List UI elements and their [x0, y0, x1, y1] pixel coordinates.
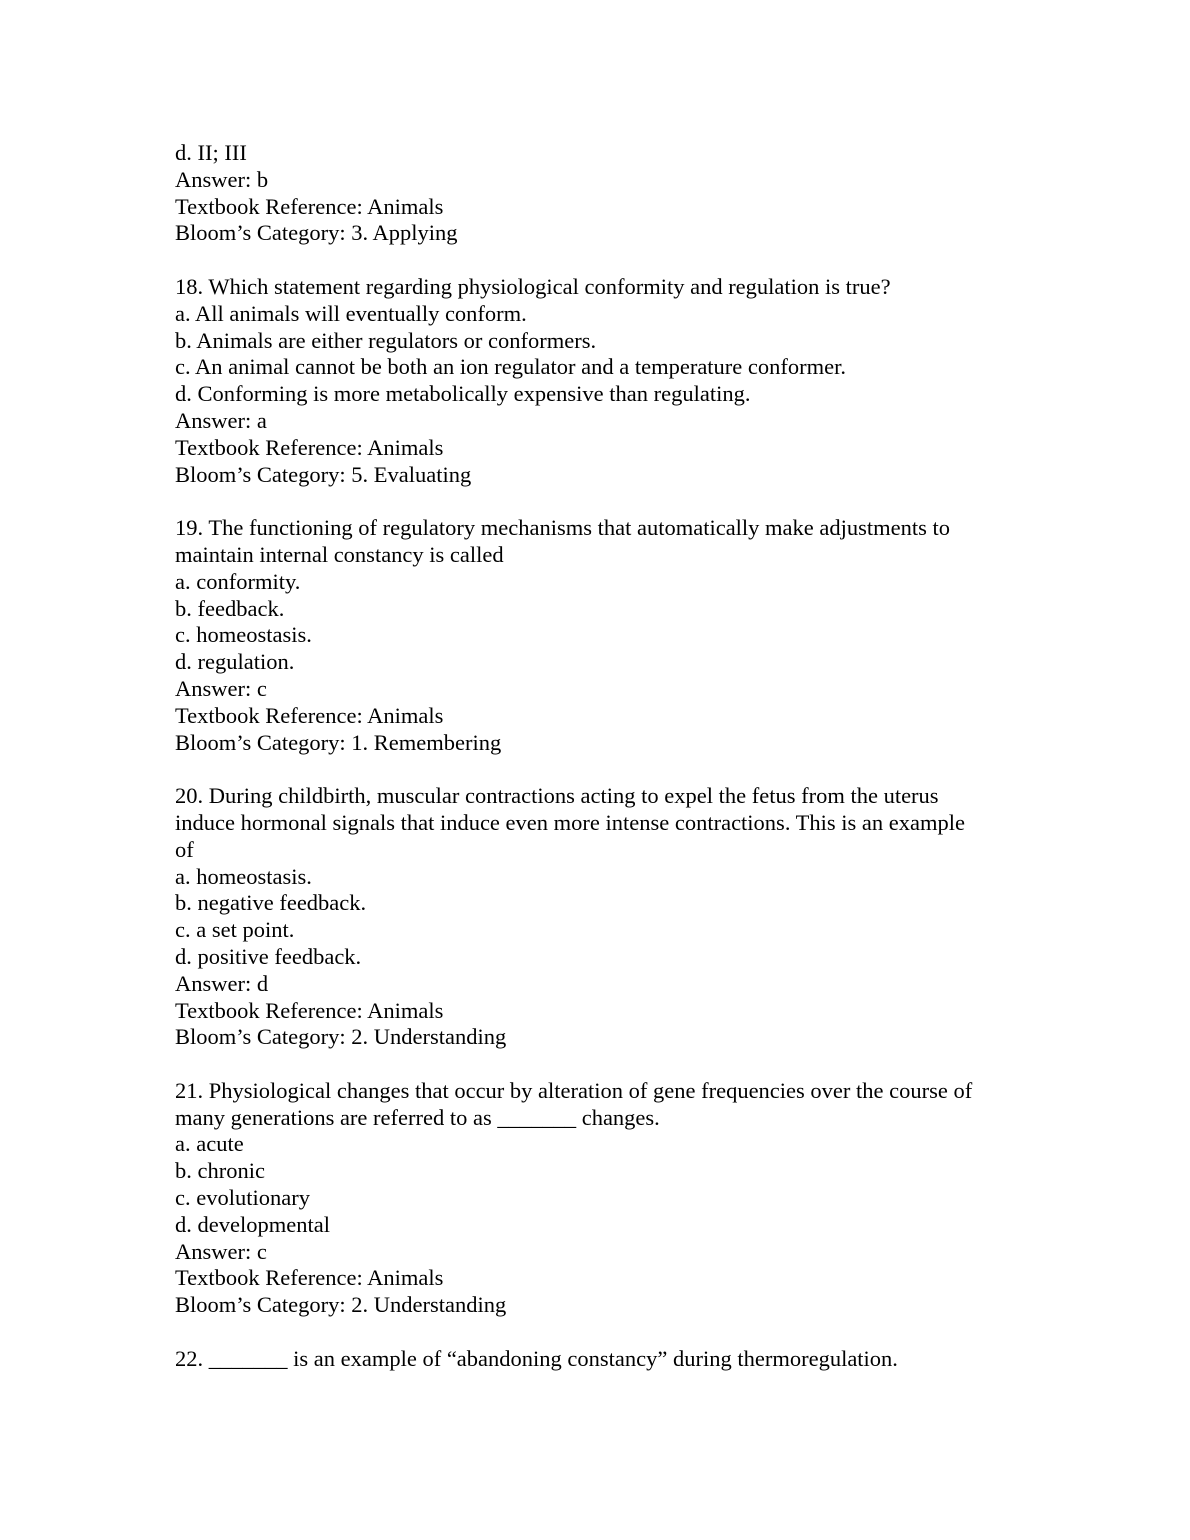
blooms-category: Bloom’s Category: 5. Evaluating — [175, 461, 472, 487]
option-d: d. regulation. — [175, 649, 295, 675]
question-19 — [175, 515, 1025, 756]
document-page — [175, 140, 1025, 1373]
question-stem-line-2: many generations are referred to as _______ changes. — [175, 1104, 660, 1130]
question-stem: 22. _______ is an example of “abandoning constancy” during thermoregulation. — [175, 1345, 898, 1371]
textbook-reference: Textbook Reference: Animals — [175, 997, 444, 1023]
question-22 — [175, 1346, 1025, 1373]
option-d: d. positive feedback. — [175, 943, 362, 969]
blooms-category: Bloom’s Category: 1. Remembering — [175, 729, 502, 755]
textbook-reference: Textbook Reference: Animals — [175, 193, 444, 219]
question-18 — [175, 274, 1025, 488]
blooms-category: Bloom’s Category: 3. Applying — [175, 220, 458, 246]
question-stem: 18. Which statement regarding physiological conformity and regulation is true? — [175, 273, 891, 299]
option-d: d. Conforming is more metabolically expensive than regulating. — [175, 381, 751, 407]
question-stem-line-1: 21. Physiological changes that occur by alteration of gene frequencies over the course of — [175, 1077, 973, 1103]
answer: Answer: c — [175, 1238, 267, 1264]
question-stem-line-1: 20. During childbirth, muscular contractions acting to expel the fetus from the uterus — [175, 783, 939, 809]
blooms-category: Bloom’s Category: 2. Understanding — [175, 1292, 507, 1318]
question-stem-line-3: of — [175, 836, 194, 862]
option-d: d. developmental — [175, 1211, 330, 1237]
question-stem-line-1: 19. The functioning of regulatory mechanisms that automatically make adjustments to — [175, 515, 951, 541]
option-a: a. homeostasis. — [175, 863, 312, 889]
question-stem-line-2: maintain internal constancy is called — [175, 541, 504, 567]
question-stem-line-2: induce hormonal signals that induce even more intense contractions. This is an example — [175, 809, 965, 835]
answer: Answer: b — [175, 166, 269, 192]
textbook-reference: Textbook Reference: Animals — [175, 1265, 444, 1291]
option-c: c. a set point. — [175, 917, 295, 943]
option-b: b. chronic — [175, 1158, 265, 1184]
option-c: c. An animal cannot be both an ion regulator and a temperature conformer. — [175, 354, 847, 380]
textbook-reference: Textbook Reference: Animals — [175, 702, 444, 728]
textbook-reference: Textbook Reference: Animals — [175, 434, 444, 460]
option-d: d. II; III — [175, 140, 247, 165]
option-b: b. negative feedback. — [175, 890, 367, 916]
question-20 — [175, 783, 1025, 1051]
option-a: a. conformity. — [175, 568, 301, 594]
question-17-continuation — [175, 140, 1025, 247]
answer: Answer: a — [175, 407, 267, 433]
option-c: c. evolutionary — [175, 1185, 310, 1211]
option-a: a. All animals will eventually conform. — [175, 300, 527, 326]
answer: Answer: d — [175, 970, 269, 996]
option-b: b. Animals are either regulators or conformers. — [175, 327, 597, 353]
option-c: c. homeostasis. — [175, 622, 312, 648]
answer: Answer: c — [175, 675, 267, 701]
blooms-category: Bloom’s Category: 2. Understanding — [175, 1024, 507, 1050]
question-21 — [175, 1078, 1025, 1319]
option-b: b. feedback. — [175, 595, 285, 621]
option-a: a. acute — [175, 1131, 244, 1157]
